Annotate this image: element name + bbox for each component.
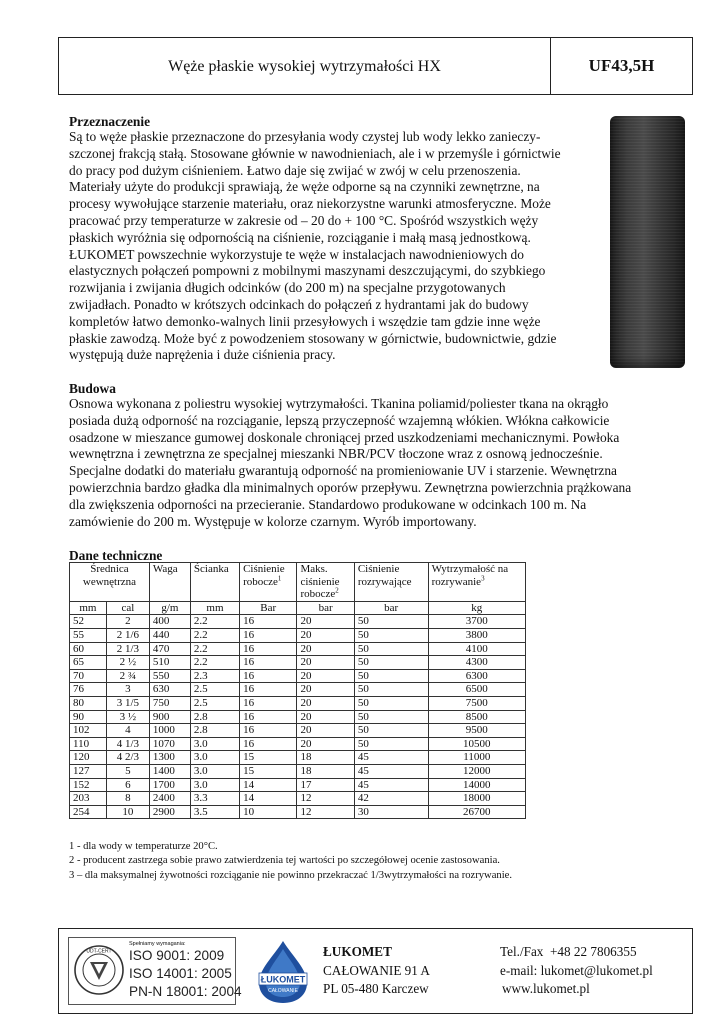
table-cell: 2.8 [190, 710, 239, 724]
phone-fax: Tel./Fax +48 22 7806355 [500, 944, 637, 959]
table-cell: 510 [149, 656, 190, 670]
table-cell: 1070 [149, 737, 190, 751]
company-name: ŁUKOMET [323, 944, 392, 959]
col-srednica: Średnica wewnętrzna [70, 563, 150, 602]
table-row [70, 805, 526, 819]
table-cell: 18 [297, 764, 354, 778]
table-cell: 16 [240, 724, 297, 738]
table-cell: 50 [354, 628, 428, 642]
table-cell: 20 [297, 628, 354, 642]
table-cell: 60 [70, 642, 107, 656]
table-cell: 12000 [428, 764, 525, 778]
table-cell: 52 [70, 615, 107, 629]
table-cell: 14 [240, 792, 297, 806]
table-cell: 16 [240, 656, 297, 670]
table-row [70, 669, 526, 683]
table-cell: 6 [106, 778, 149, 792]
table-cell: 3.0 [190, 737, 239, 751]
technical-data-table [69, 562, 526, 819]
table-cell: 9500 [428, 724, 525, 738]
table-cell: 2.2 [190, 656, 239, 670]
unit-cell: kg [428, 601, 525, 615]
table-cell: 10 [106, 805, 149, 819]
table-cell: 80 [70, 696, 107, 710]
table-cell: 50 [354, 724, 428, 738]
table-cell: 16 [240, 737, 297, 751]
table-cell: 50 [354, 615, 428, 629]
unit-cell: g/m [149, 601, 190, 615]
cert-pn-n-18001: PN-N 18001: 2004 [129, 984, 242, 999]
paragraph-line: szczonej frakcją stałą. Stosowane głównie w nawodnieniach, ale i w przemyśle i górnictwie [69, 145, 561, 161]
table-cell: 20 [297, 696, 354, 710]
table-row [70, 764, 526, 778]
udt-cert-seal-icon [73, 944, 125, 996]
paragraph-line: Osnowa wykonana z poliestru wysokiej wytrzymałości. Tkanina poliamid/poliester tkana na okrągło [69, 396, 609, 411]
section-title-przeznaczenie: Przeznaczenie [69, 114, 151, 129]
unit-cell: bar [354, 601, 428, 615]
table-cell: 55 [70, 628, 107, 642]
table-cell: 203 [70, 792, 107, 806]
paragraph-line: płaskie zawodzą. Może być z powodzeniem stosowany w górnictwie, budownictwie, gdzie [69, 330, 557, 346]
paragraph-line: dla zwiększenia odporności na przecieranie. Standardowo produkowane w odcinkach 100 m. Na [69, 496, 587, 512]
paragraph-line: powierzchnia bardzo gładka dla minimalnych oporów przepływu. Zewnętrzna powierzchnia prążkowana [69, 479, 632, 495]
table-cell: 70 [70, 669, 107, 683]
table-cell: 18000 [428, 792, 525, 806]
table-cell: 14 [240, 778, 297, 792]
table-row [70, 615, 526, 629]
table-cell: 45 [354, 764, 428, 778]
table-row [70, 778, 526, 792]
table-row [70, 696, 526, 710]
company-address [323, 943, 430, 999]
table-cell: 254 [70, 805, 107, 819]
table-row [70, 792, 526, 806]
table-cell: 90 [70, 710, 107, 724]
footnote-2: 2 - producent zastrzega sobie prawo zatwierdzenia tej wartości po szczegółowej ocenie zastosowania. [69, 855, 500, 867]
col-maks-cisnienie: Maks. ciśnienie robocze$^2$ [297, 563, 354, 602]
col-waga: Waga [149, 563, 190, 602]
table-cell: 16 [240, 615, 297, 629]
table-cell: 3.5 [190, 805, 239, 819]
table-cell: 750 [149, 696, 190, 710]
table-cell: 550 [149, 669, 190, 683]
table-row [70, 642, 526, 656]
table-cell: 20 [297, 683, 354, 697]
cert-seal-text: UDT-CERT [86, 948, 112, 955]
address-line-2: PL 05-480 Karczew [323, 981, 429, 996]
table-units-row [70, 601, 526, 615]
table-cell: 400 [149, 615, 190, 629]
table-cell: 102 [70, 724, 107, 738]
section-title-budowa: Budowa [69, 381, 116, 396]
table-cell: 1700 [149, 778, 190, 792]
table-cell: 12 [297, 792, 354, 806]
table-cell: 50 [354, 710, 428, 724]
table-cell: 2.2 [190, 628, 239, 642]
table-cell: 630 [149, 683, 190, 697]
table-cell: 2 1/6 [106, 628, 149, 642]
table-cell: 11000 [428, 751, 525, 765]
table-cell: 17 [297, 778, 354, 792]
table-cell: 110 [70, 737, 107, 751]
table-cell: 2 ¾ [106, 669, 149, 683]
table-cell: 20 [297, 642, 354, 656]
table-row [70, 724, 526, 738]
company-contact [500, 943, 653, 999]
logo-subtext: CAŁOWANIE [268, 988, 298, 994]
paragraph-line: zwijadłach. Ponadto w krótszych odcinkach do połączeń z hydrantami jak do budowy [69, 296, 529, 312]
product-code: UF43,5H [588, 56, 655, 75]
table-row [70, 683, 526, 697]
table-cell: 120 [70, 751, 107, 765]
table-cell: 152 [70, 778, 107, 792]
table-cell: 16 [240, 710, 297, 724]
table-cell: 65 [70, 656, 107, 670]
table-cell: 3 [106, 683, 149, 697]
table-cell: 8500 [428, 710, 525, 724]
table-cell: 2 [106, 615, 149, 629]
table-cell: 8 [106, 792, 149, 806]
footnote-1: 1 - dla wody w temperaturze 20°C. [69, 841, 218, 852]
table-cell: 4100 [428, 642, 525, 656]
col-cisnienie-robocze: Ciśnienie robocze$^1$ [240, 563, 297, 602]
paragraph-line: elastycznych połączeń pompowni z mobilnymi maszynami deszczującymi, do szybkiego [69, 263, 546, 279]
table-cell: 45 [354, 751, 428, 765]
table-cell: 20 [297, 656, 354, 670]
table-cell: 3 ½ [106, 710, 149, 724]
table-cell: 45 [354, 778, 428, 792]
przeznaczenie-paragraph [69, 129, 561, 364]
table-cell: 4 1/3 [106, 737, 149, 751]
table-cell: 12 [297, 805, 354, 819]
table-cell: 50 [354, 737, 428, 751]
col-wytrzymalosc: Wytrzymałość na rozrywanie$^3$ [428, 563, 525, 602]
table-cell: 10500 [428, 737, 525, 751]
paragraph-line: występują duże naprężenia i duże ciśnienia pracy. [69, 347, 336, 363]
table-cell: 7500 [428, 696, 525, 710]
table-cell: 3.3 [190, 792, 239, 806]
table-cell: 6500 [428, 683, 525, 697]
table-cell: 14000 [428, 778, 525, 792]
paragraph-line: płaskich wyróżnia się odpornością na ciśnienie, rozciąganie i małą masą jednostkową. [69, 229, 531, 245]
table-row [70, 656, 526, 670]
table-cell: 16 [240, 669, 297, 683]
table-cell: 50 [354, 656, 428, 670]
table-cell: 50 [354, 642, 428, 656]
budowa-paragraph [69, 396, 631, 530]
table-cell: 20 [297, 710, 354, 724]
unit-cell: Bar [240, 601, 297, 615]
paragraph-line: procesy wywołujące starzenie materiału, oraz niekorzystne warunki atmosferyczne. Może [69, 196, 551, 212]
cert-required-label: Spełniamy wymagania: [129, 941, 186, 947]
table-cell: 3800 [428, 628, 525, 642]
table-cell: 440 [149, 628, 190, 642]
unit-cell: bar [297, 601, 354, 615]
table-cell: 16 [240, 642, 297, 656]
table-cell: 3.0 [190, 778, 239, 792]
table-cell: 2.2 [190, 615, 239, 629]
lukomet-logo-icon [255, 939, 311, 1005]
address-line-1: CAŁOWANIE 91 A [323, 962, 430, 978]
table-cell: 1400 [149, 764, 190, 778]
col-scianka: Ścianka [190, 563, 239, 602]
table-cell: 1000 [149, 724, 190, 738]
table-cell: 2.2 [190, 642, 239, 656]
table-cell: 4300 [428, 656, 525, 670]
unit-cell: cal [106, 601, 149, 615]
table-cell: 16 [240, 628, 297, 642]
table-cell: 2 1/3 [106, 642, 149, 656]
cert-iso-14001: ISO 14001: 2005 [129, 966, 232, 981]
table-cell: 10 [240, 805, 297, 819]
paragraph-line: Specjalne dodatki do materiału gwarantują odporność na promieniowanie UV i starzenie. Wewnętrzna [69, 463, 618, 479]
paragraph-line: Są to węże płaskie przeznaczone do przesyłania wody czystej lub wody lekko zanieczy- [69, 129, 541, 144]
table-cell: 6300 [428, 669, 525, 683]
table-cell: 50 [354, 696, 428, 710]
table-cell: 76 [70, 683, 107, 697]
paragraph-line: kompletów łatwo demonko-walnych linii przesyłowych i wszędzie tam gdzie inne węże [69, 313, 541, 329]
footnotes [69, 840, 512, 883]
table-cell: 2.3 [190, 669, 239, 683]
section-title-dane: Dane techniczne [69, 548, 163, 563]
table-cell: 50 [354, 669, 428, 683]
table-cell: 2900 [149, 805, 190, 819]
paragraph-line: do pracy pod dużym ciśnieniem. Łatwo daje się zwijać w zwój w celu przenoszenia. [69, 162, 521, 178]
table-cell: 18 [297, 751, 354, 765]
table-cell: 1300 [149, 751, 190, 765]
table-cell: 30 [354, 805, 428, 819]
col-cisnienie-rozrywajace: Ciśnienie rozrywające [354, 563, 428, 602]
table-cell: 3.0 [190, 764, 239, 778]
table-row [70, 628, 526, 642]
table-cell: 127 [70, 764, 107, 778]
table-row [70, 710, 526, 724]
website-link[interactable]: www.lukomet.pl [502, 981, 590, 996]
table-cell: 5 [106, 764, 149, 778]
table-cell: 26700 [428, 805, 525, 819]
table-row [70, 751, 526, 765]
unit-cell: mm [70, 601, 107, 615]
hose-image [610, 116, 685, 368]
table-cell: 2.5 [190, 683, 239, 697]
table-row [70, 737, 526, 751]
paragraph-line: zamówienie do 200 m. Występuje w kolorze czarnym. Wyrób importowany. [69, 513, 477, 529]
paragraph-line: osadzone w mieszance gumowej doskonale chroniącej przed uszkodzeniami mechanicznymi. Powłoka [69, 429, 620, 445]
table-cell: 15 [240, 751, 297, 765]
logo-text: ŁUKOMET [260, 974, 306, 985]
table-header-row [70, 563, 526, 602]
table-cell: 3.0 [190, 751, 239, 765]
table-cell: 42 [354, 792, 428, 806]
cert-iso-9001: ISO 9001: 2009 [129, 948, 225, 963]
document-header [58, 37, 693, 95]
unit-cell: mm [190, 601, 239, 615]
table-cell: 4 2/3 [106, 751, 149, 765]
footnote-3: 3 – dla maksymalnej żywotności rozciąganie nie powinno przekraczać 1/3wytrzymałości na rozrywanie. [69, 869, 513, 881]
email-link[interactable]: e-mail: lukomet@lukomet.pl [500, 962, 653, 978]
table-cell: 20 [297, 737, 354, 751]
table-cell: 3 1/5 [106, 696, 149, 710]
table-cell: 3700 [428, 615, 525, 629]
table-cell: 16 [240, 696, 297, 710]
table-cell: 20 [297, 669, 354, 683]
footer [58, 928, 693, 1014]
table-cell: 16 [240, 683, 297, 697]
table-cell: 900 [149, 710, 190, 724]
paragraph-line: rozwijania i zwijania długich odcinków (do 200 m) na specjalne przygotowanych [69, 280, 506, 296]
table-cell: 470 [149, 642, 190, 656]
paragraph-line: posiada dużą odporność na rozciąganie, lepszą przyczepność wzajemną włókien. Włókna całkowicie [69, 412, 610, 428]
table-cell: 20 [297, 724, 354, 738]
certification-box [68, 937, 242, 1005]
table-cell: 15 [240, 764, 297, 778]
paragraph-line: Materiały użyte do produkcji sprawiają, że węże odporne są na czynniki zewnętrzne, na [69, 179, 540, 195]
document-title: Węże płaskie wysokiej wytrzymałości HX [59, 38, 551, 94]
paragraph-line: pracować przy temperaturze w zakresie od – 20 do + 100 °C. Spośród wszystkich węży [69, 212, 539, 228]
paragraph-line: wewnętrzna i zewnętrzna ze specjalnej mieszanki NBR/PCV tłoczone wraz z osnową jednocześnie. [69, 446, 603, 462]
table-cell: 2400 [149, 792, 190, 806]
table-cell: 2.5 [190, 696, 239, 710]
table-cell: 4 [106, 724, 149, 738]
paragraph-line: ŁUKOMET powszechnie wykorzystuje te węże w instalacjach nawodnieniowych do [69, 246, 524, 262]
table-cell: 2 ½ [106, 656, 149, 670]
table-cell: 2.8 [190, 724, 239, 738]
table-cell: 50 [354, 683, 428, 697]
table-cell: 20 [297, 615, 354, 629]
